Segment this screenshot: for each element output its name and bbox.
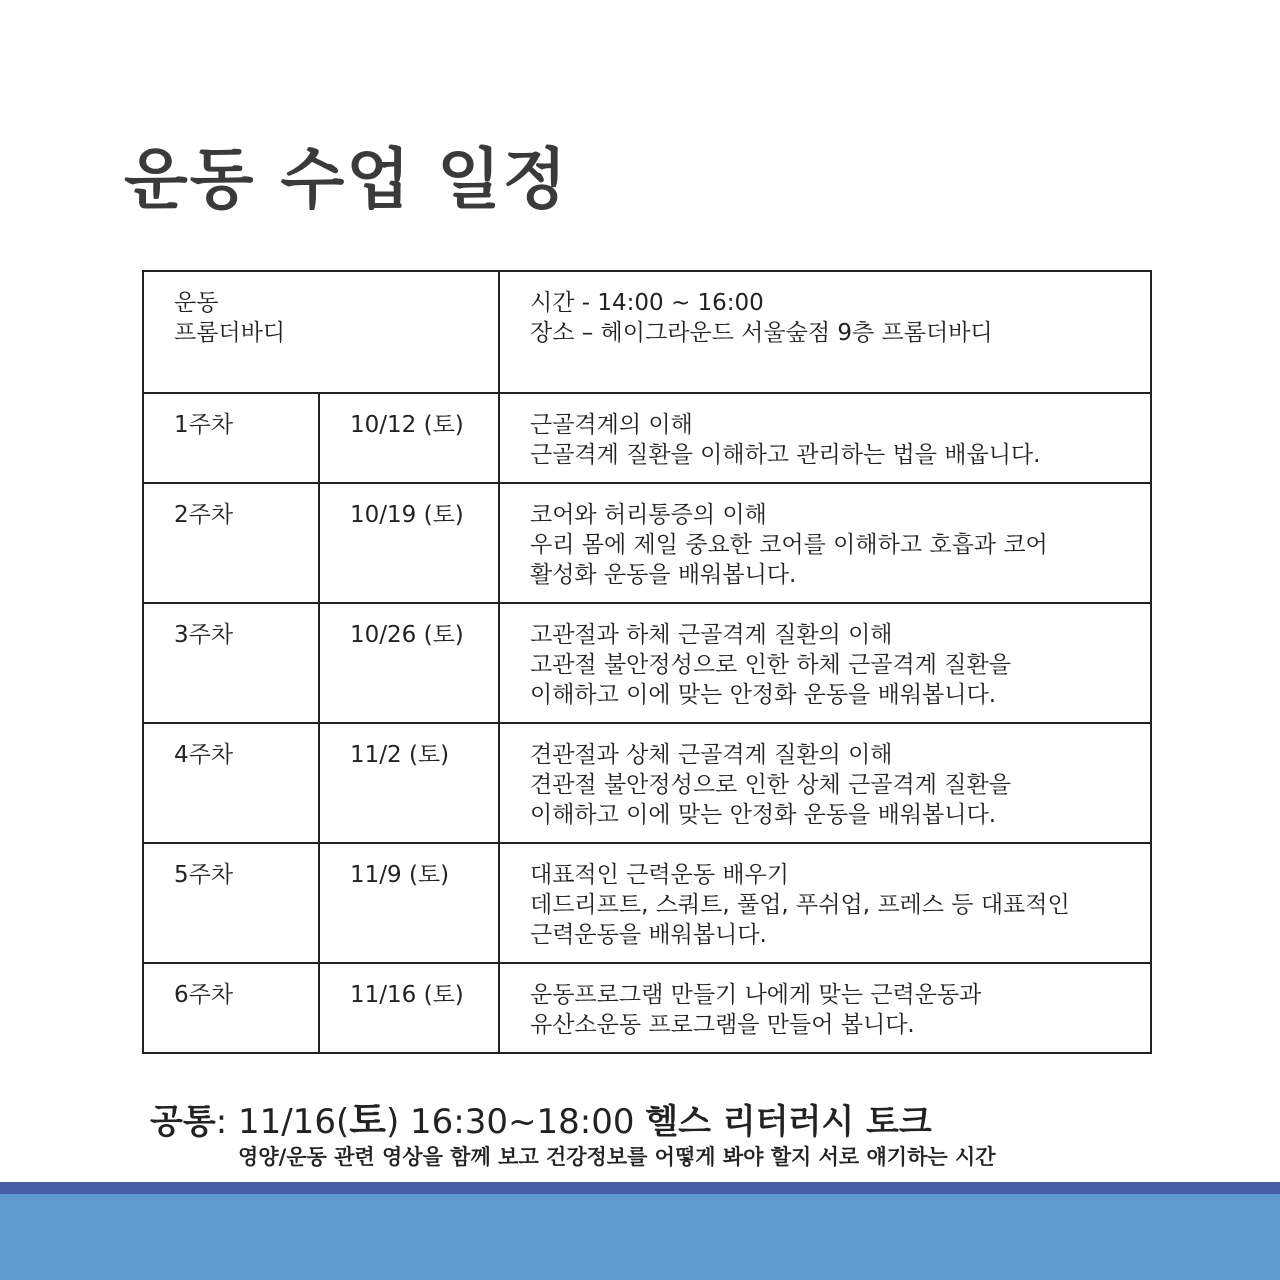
description-cell bbox=[499, 723, 1151, 843]
page-title: 운동 수업 일정 bbox=[124, 141, 569, 218]
footer-divider bbox=[0, 1182, 1280, 1194]
week-cell: 2주차 bbox=[143, 483, 319, 603]
description-cell bbox=[499, 963, 1151, 1053]
session-detail: 근골격계 질환을 이해하고 관리하는 법을 배웁니다. bbox=[530, 442, 1041, 468]
session-topic: 대표적인 근력운동 배우기 bbox=[530, 862, 790, 888]
table-row bbox=[143, 723, 1151, 843]
description-cell bbox=[499, 843, 1151, 963]
session-detail: 활성화 운동을 배워봅니다. bbox=[530, 562, 797, 588]
session-detail: 이해하고 이에 맞는 안정화 운동을 배워봅니다. bbox=[530, 802, 997, 828]
common-session bbox=[150, 1098, 932, 1144]
session-topic: 운동프로그램 만들기 나에게 맞는 근력운동과 bbox=[530, 982, 982, 1008]
date-cell: 10/12 (토) bbox=[319, 393, 499, 483]
table-row bbox=[143, 843, 1151, 963]
common-session-note: 영양/운동 관련 영상을 함께 보고 건강정보를 어떻게 봐야 할지 서로 얘기하는 시간 bbox=[238, 1145, 996, 1169]
common-label: 공통 bbox=[150, 1102, 216, 1142]
table-row bbox=[143, 603, 1151, 723]
session-detail: 유산소운동 프로그램을 만들어 봅니다. bbox=[530, 1012, 915, 1038]
class-info-cell bbox=[143, 271, 499, 393]
description-cell bbox=[499, 483, 1151, 603]
date-cell: 10/19 (토) bbox=[319, 483, 499, 603]
session-detail: 이해하고 이에 맞는 안정화 운동을 배워봅니다. bbox=[530, 682, 997, 708]
common-event-title: 헬스 리터러시 토크 bbox=[645, 1102, 932, 1142]
week-cell: 1주차 bbox=[143, 393, 319, 483]
common-date-prefix: : 11/16( bbox=[215, 1102, 350, 1142]
session-detail: 고관절 불안정성으로 인한 하체 근골격계 질환을 bbox=[530, 652, 1011, 678]
description-cell bbox=[499, 393, 1151, 483]
week-cell: 5주차 bbox=[143, 843, 319, 963]
schedule-table bbox=[142, 270, 1152, 1054]
week-cell: 4주차 bbox=[143, 723, 319, 843]
class-place: 장소 – 헤이그라운드 서울숲점 9층 프롬더바디 bbox=[530, 320, 993, 346]
date-cell: 11/16 (토) bbox=[319, 963, 499, 1053]
class-provider: 프롬더바디 bbox=[174, 320, 286, 346]
common-day: 토 bbox=[349, 1098, 386, 1142]
table-row bbox=[143, 483, 1151, 603]
session-detail: 근력운동을 배워봅니다. bbox=[530, 922, 767, 948]
session-detail: 견관절 불안정성으로 인한 상체 근골격계 질환을 bbox=[530, 772, 1011, 798]
session-detail: 우리 몸에 제일 중요한 코어를 이해하고 호흡과 코어 bbox=[530, 532, 1048, 558]
session-topic: 고관절과 하체 근골격계 질환의 이해 bbox=[530, 622, 893, 648]
session-topic: 근골격계의 이해 bbox=[530, 412, 693, 438]
time-place-cell bbox=[499, 271, 1151, 393]
table-row bbox=[143, 963, 1151, 1053]
common-time: ) 16:30~18:00 bbox=[385, 1102, 646, 1142]
session-detail: 데드리프트, 스쿼트, 풀업, 푸쉬업, 프레스 등 대표적인 bbox=[530, 892, 1070, 918]
description-cell bbox=[499, 603, 1151, 723]
date-cell: 10/26 (토) bbox=[319, 603, 499, 723]
week-cell: 3주차 bbox=[143, 603, 319, 723]
session-topic: 견관절과 상체 근골격계 질환의 이해 bbox=[530, 742, 893, 768]
class-time: 시간 - 14:00 ~ 16:00 bbox=[530, 290, 764, 316]
date-cell: 11/9 (토) bbox=[319, 843, 499, 963]
session-topic: 코어와 허리통증의 이해 bbox=[530, 502, 767, 528]
footer-band bbox=[0, 1194, 1280, 1280]
week-cell: 6주차 bbox=[143, 963, 319, 1053]
table-row bbox=[143, 393, 1151, 483]
table-header-row bbox=[143, 271, 1151, 393]
date-cell: 11/2 (토) bbox=[319, 723, 499, 843]
class-category: 운동 bbox=[174, 290, 219, 316]
